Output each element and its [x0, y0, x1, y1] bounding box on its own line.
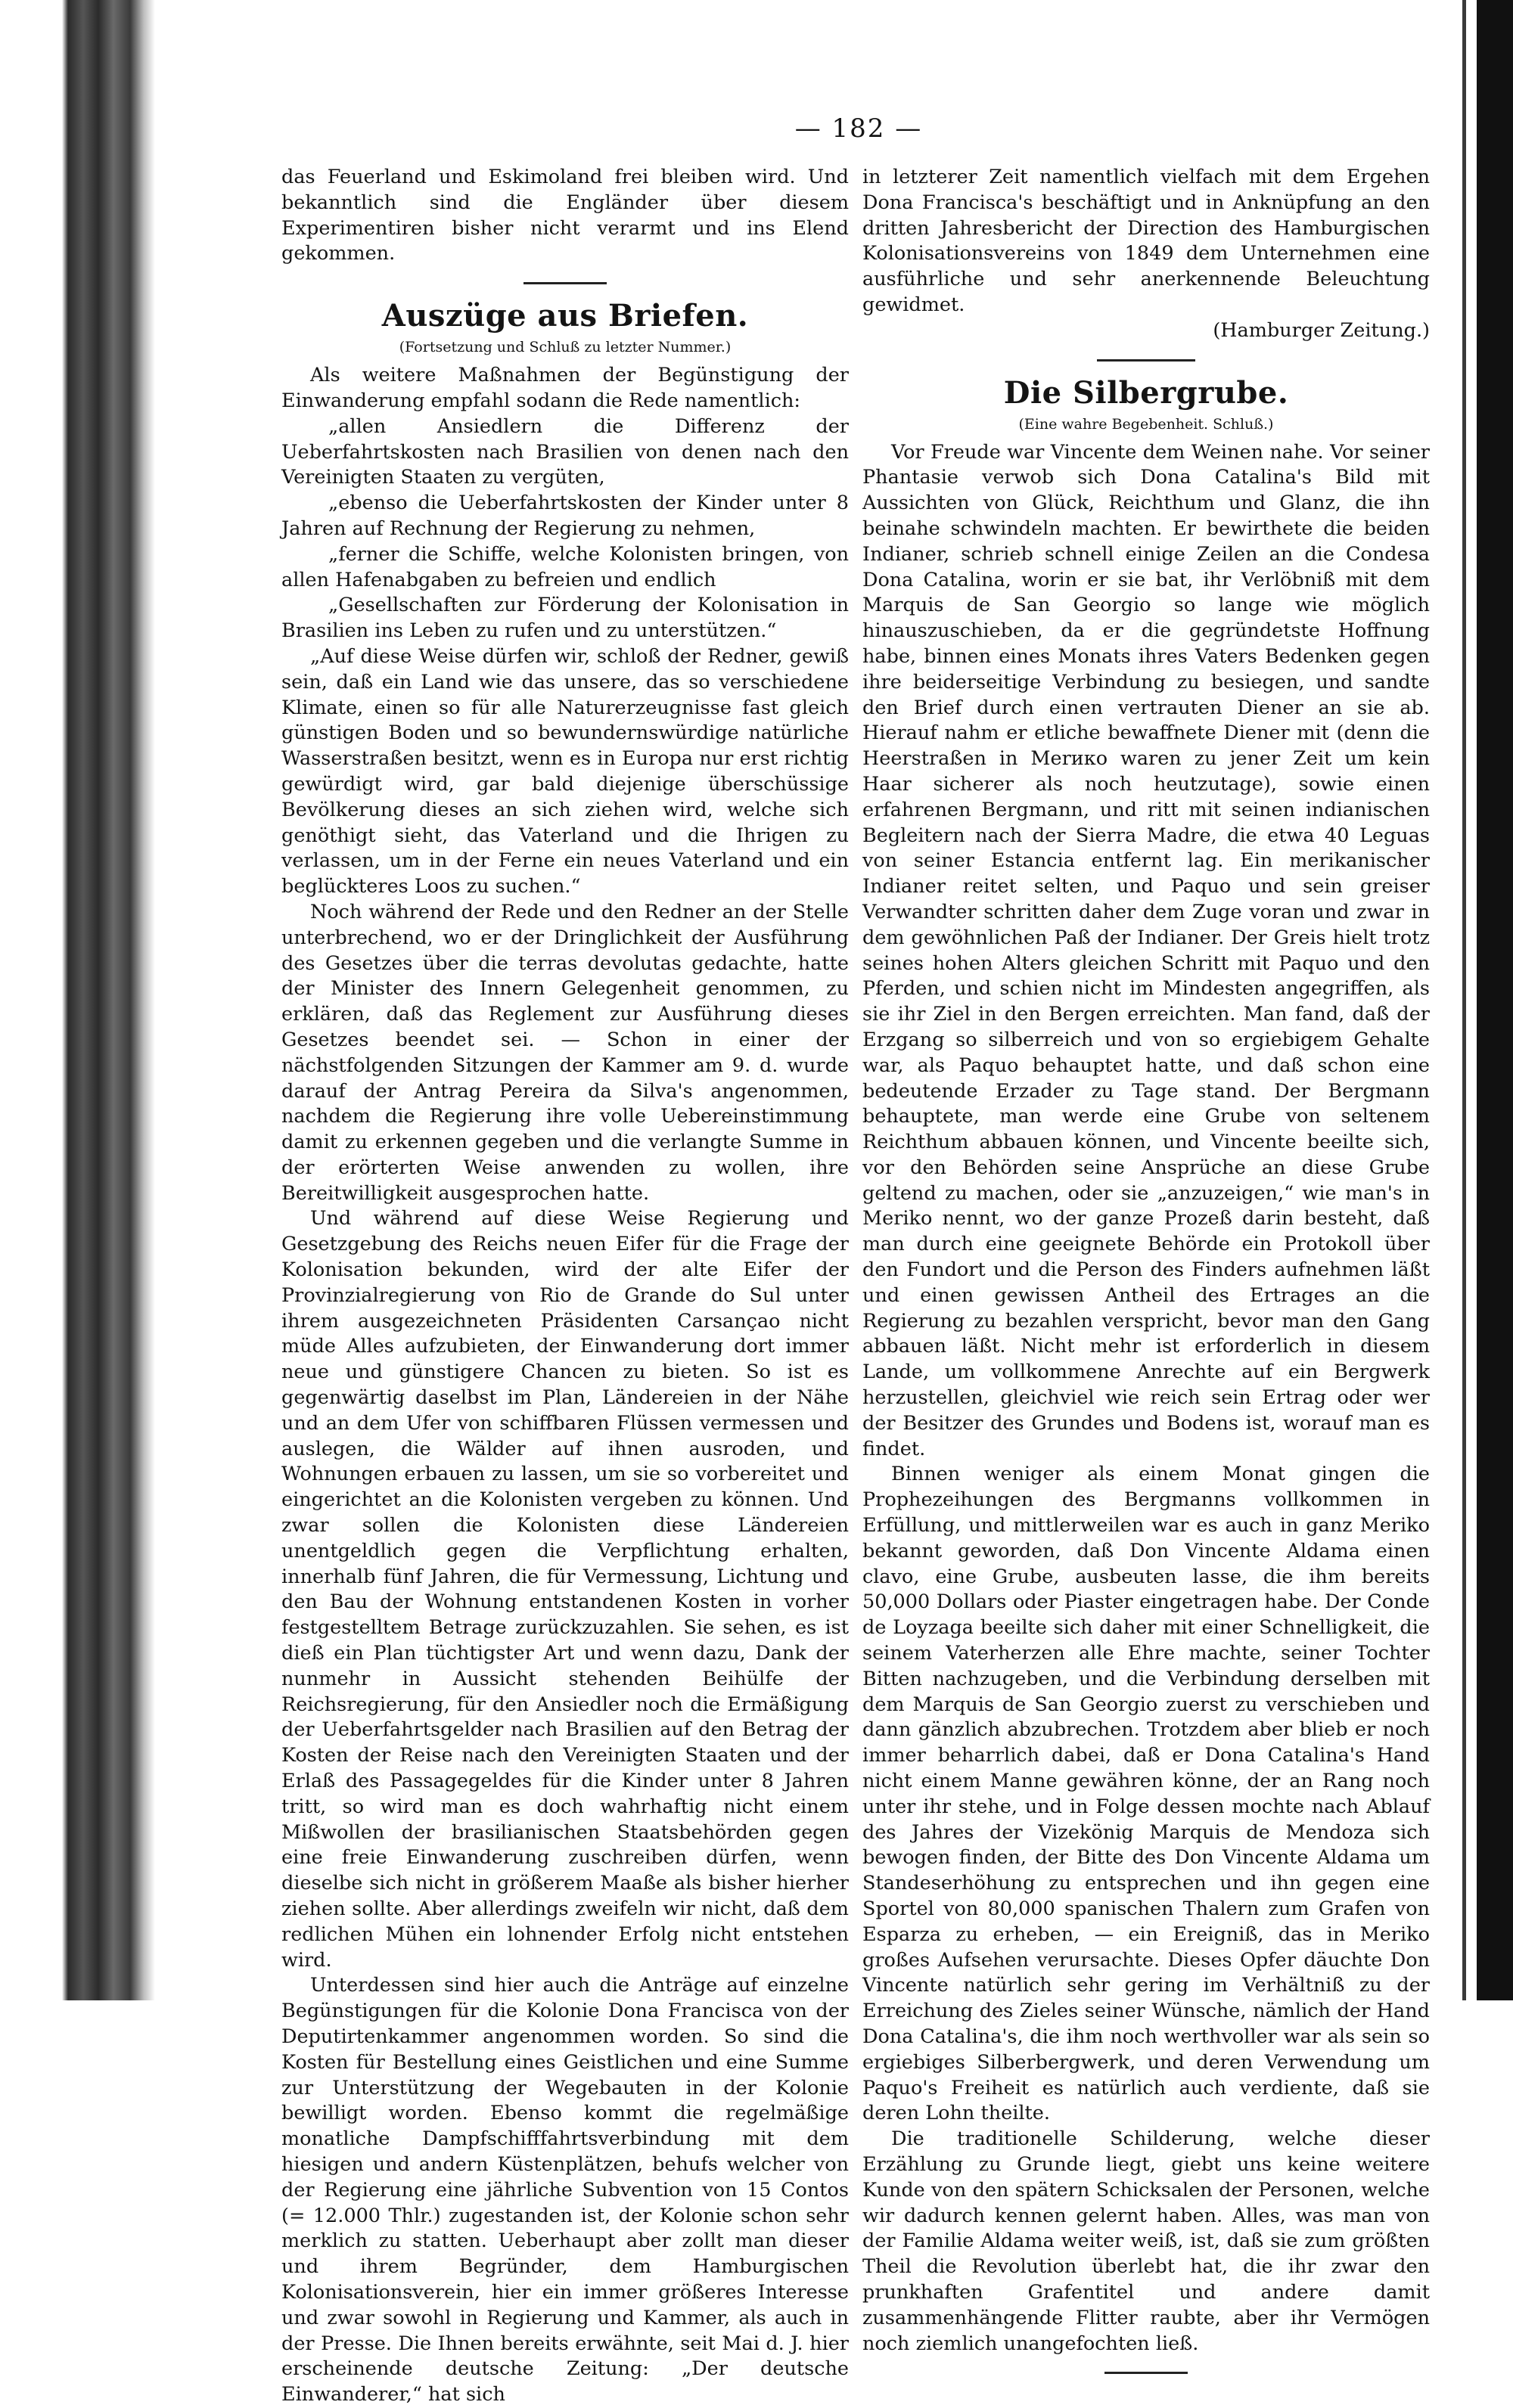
paragraph: Noch während der Rede und den Redner an der Stelle unterbrechend, wo er der Dringlichkeit der Ausführung des Gesetzes über die terras devolutas gedachte, hatte der Minister des Innern Gelegenheit genommen, zu erklären, daß das Reglement zur Ausführung dieses Gesetzes beendet sei. — Schon in einer der nächstfolgenden Sitzungen der Kammer am 9. d. wurde darauf der Antrag Pereira da Silva's angenommen, nachdem die Regierung ihre volle Uebereinstimmung damit zu erkennen gegeben und die verlangte Summe in der erörterten Weise anwenden zu wollen, ihre Bereitwilligkeit ausgesprochen hatte.: [281, 900, 849, 1205]
source-attribution: (Hamburger Zeitung.): [1213, 318, 1430, 342]
quote-item: „Gesellschaften zur Förderung der Kolonisation in Brasilien ins Leben zu rufen und zu unterstützen.“: [281, 594, 849, 643]
paragraph: Binnen weniger als einem Monat gingen die Prophezeihungen des Bergmanns vollkommen in Erfüllung, und mittlerweilen war es auch in ganz Meriko bekannt geworden, daß Don Vincente Aldama einen clavo, eine Grube, ausbeuten lasse, die ihm bereits 50,000 Dollars oder Piaster eingetragen habe. Der Conde de Loyzaga beeilte sich daher mit einer Schnelligkeit, die seinem Vaterherzen alle Ehre machte, seiner Tochter Bitten nachzugeben, und die Verbindung derselben mit dem Marquis de San Georgio zuerst zu verschieben und dann gänzlich abzubrechen. Trotzdem aber blieb er noch immer beharrlich dabei, daß er Dona Catalina's Hand nicht einem Manne gewähren könne, der an Rang noch unter ihr stehe, und in Folge dessen mochte nach Ablauf des Jahres der Vizekönig Marquis de Mendoza sich bewogen finden, der Bitte des Don Vincente Aldama um Standeserhöhung zu entsprechen und ihn gegen eine Sportel von 80,000 spanischen Thalern zum Grafen von Esparza zu erheben, — ein Ereigniß, das in Meriko großes Aufsehen verursachte. Dieses Opfer däuchte Don Vincente natürlich sehr gering im Verhältniß zu der Erreichung des Zieles seiner Wünsche, nämlich der Hand Dona Catalina's, die ihm noch werthvoller war als sein so ergiebiges Silberbergwerk, und deren Verwendung um Paquo's Freiheit es natürlich auch verdiente, daß sie deren Lohn theilte.: [862, 1463, 1430, 2125]
end-rule: [1104, 2372, 1188, 2374]
scan-left-edge: [0, 0, 155, 2000]
divider-rule: [523, 282, 607, 284]
scan-right-line: [1462, 0, 1466, 2000]
quote-item: „ebenso die Ueberfahrtskosten der Kinder unter 8 Jahren auf Rechnung der Regierung zu nehmen,: [281, 492, 849, 540]
paragraph: Und während auf diese Weise Regierung und Gesetzgebung des Reichs neuen Eifer für die Frage der Kolonisation bekunden, wird der alte Eifer der Provinzialregierung von Rio de Grande do Sul unter ihrem ausgezeichneten Präsidenten Carsançao nicht müde Alles aufzubieten, der Einwanderung dort immer neue und günstigere Chancen zu bieten. So ist es gegenwärtig daselbst im Plan, Ländereien in der Nähe und an dem Ufer von schiffbaren Flüssen vermessen und auslegen, die Wälder auf ihnen ausroden, und Wohnungen erbauen zu lassen, um sie so vorbereitet und eingerichtet an die Kolonisten vergeben zu können. Und zwar sollen die Kolonisten diese Ländereien unentgeldlich gegen die Verpflichtung erhalten, innerhalb fünf Jahren, die für Vermessung, Lichtung und den Bau der Wohnung entstandenen Kosten in vorher festgestelltem Betrage zurückzuzahlen. Sie sehen, es ist dieß ein Plan tüchtigster Art und wenn dazu, Dank der nunmehr in Aussicht stehenden Beihülfe der Reichsregierung, für den Ansiedler noch die Ermäßigung der Ueberfahrtsgelder nach Brasilien auf den Betrag der Kosten der Reise nach den Vereinigten Staaten und der Erlaß des Passagegeldes für die Kinder unter 8 Jahren tritt, so wird man es doch wahrhaftig nicht einem Mißwollen der brasilianischen Staatsbehörden gegen eine freie Einwanderung zuschreiben dürfen, wenn dieselbe sich nicht in größerem Maaße als bisher hierher ziehen sollte. Aber allerdings zweifeln wir nicht, daß dem redlichen Mühen ein lohnender Erfolg nicht entstehen wird.: [281, 1207, 849, 1972]
article-title-silbergrube: Die Silbergrube.: [1003, 374, 1289, 411]
left-column: [281, 165, 849, 2408]
right-intro-text: in letzterer Zeit namentlich vielfach mit dem Ergehen Dona Francisca's beschäftigt und in Anknüpfung an den dritten Jahresbericht der Direction des Hamburgischen Kolonisationsvereins von 1849 dem Unternehmen eine ausführliche und sehr anerkennende Beleuchtung gewidmet.: [862, 166, 1430, 316]
page-number: — 182 —: [794, 113, 923, 144]
paragraph: Unterdessen sind hier auch die Anträge auf einzelne Begünstigungen für die Kolonie Dona Francisca von der Deputirtenkammer angenommen worden. So sind die Kosten für Bestellung eines Geistlichen und eine Summe zur Unterstützung der Wegebauten in der Kolonie bewilligt worden. Ebenso kommt die regelmäßige monatliche Dampfschifffahrtsverbindung mit dem hiesigen und andern Küstenplätzen, behufs welcher von der Regierung eine jährliche Subvention von 15 Contos (= 12.000 Thlr.) zugestanden ist, der Kolonie schon sehr merklich zu statten. Ueberhaupt aber zollt man dieser und ihrem Begründer, dem Hamburgischen Kolonisationsverein, hier ein immer größeres Interesse und zwar sowohl in Regierung und Kammer, als auch in der Presse. Die Ihnen bereits erwähnte, seit Mai d. J. hier erscheinende deutsche Zeitung: „Der deutsche Einwanderer,“ hat sich: [281, 1974, 849, 2406]
quote-item: „allen Ansiedlern die Differenz der Ueberfahrtskosten nach Brasilien von denen nach den Vereinigten Staaten zu vergüten,: [281, 414, 849, 489]
article-subtitle-silbergrube: (Eine wahre Begebenheit. Schluß.): [1018, 415, 1274, 433]
article-subtitle-auszuege: (Fortsetzung und Schluß zu letzter Nummer.): [399, 339, 732, 356]
quote-item: „ferner die Schiffe, welche Kolonisten bringen, von allen Hafenabgaben zu befreien und endlich: [281, 542, 849, 591]
left-intro-text: das Feuerland und Eskimoland frei bleiben wird. Und bekanntlich sind die Engländer über diesem Experimentiren bisher nicht verarmt und ins Elend gekommen.: [281, 166, 849, 265]
paragraph: Als weitere Maßnahmen der Begünstigung der Einwanderung empfahl sodann die Rede namentlich:: [281, 364, 849, 412]
paragraph: „Auf diese Weise dürfen wir, schloß der Redner, gewiß sein, daß ein Land wie das unsere, das so verschiedene Klimate, einen so für alle Naturerzeugnisse fast gleich günstigen Boden und so bewundernswürdige natürliche Wasserstraßen besitzt, wenn es in Europa nur erst richtig gewürdigt wird, gar bald diejenige überschüssige Bevölkerung dieses an sich ziehen wird, welche sich genöthigt sieht, das Vaterland und die Ihrigen zu verlassen, um in der Ferne ein neues Vaterland und ein beglückteres Loos zu suchen.“: [281, 644, 849, 898]
scan-right-edge: [1477, 0, 1513, 2000]
right-column: [862, 165, 1430, 2388]
paragraph: Vor Freude war Vincente dem Weinen nahe. Vor seiner Phantasie verwob sich Dona Catalina's Bild mit Aussichten von Glück, Reichthum und Glanz, die ihn beinahe schwindeln machten. Er bewirthete die beiden Indianer, schrieb schnell einige Zeilen an die Condesa Dona Catalina, worin er sie bat, ihr Verlöbniß mit dem Marquis de San Georgio so lange wie möglich hinauszuschieben, da er die gegründetste Hoffnung habe, binnen eines Monats ihres Vaters Bedenken gegen ihre beiderseitige Verbindung zu besiegen, und sandte den Brief durch einen vertrauten Diener an sie ab. Hierauf nahm er etliche bewaffnete Diener mit (denn die Heerstraßen in Merико waren zu jener Zeit um kein Haar sicherer als noch heutzutage), sowie einen erfahrenen Bergmann, und ritt mit seinen indianischen Begleitern nach der Sierra Madre, die etwa 40 Leguas von seiner Estancia entfernt lag. Ein merikanischer Indianer reitet selten, und Paquo und sein greiser Verwandter schritten daher dem Zuge voran und zwar in dem gewöhnlichen Paß der Indianer. Der Greis hielt trotz seines hohen Alters gleichen Schritt mit Paquo und den Pferden, und schien nicht im Mindesten angegriffen, als sie ihr Ziel in den Bergen erreichten. Man fand, daß der Erzgang so silberreich und von so ergiebigem Gehalte war, als Paquo behauptet hatte, und daß schon eine bedeutende Erzader zu Tage stand. Der Bergmann behauptete, man werde eine Grube von seltenem Reichthum abbauen können, und Vincente beeilte sich, vor den Behörden seine Ansprüche an diese Grube geltend zu machen, oder sie „anzuzeigen,“ wie man's in Meriko nennt, wo der ganze Prozeß darin besteht, daß man durch eine geeignete Behörde ein Protokoll über den Fundort und die Person des Finders aufnehmen läßt und einen gewissen Antheil des Ertrages an die Regierung zu bezahlen verspricht, bevor man den Gang abbauen läßt. Nicht mehr ist erforderlich in diesem Lande, um vollkommene Anrechte auf ein Bergwerk herzustellen, gleichviel wie reich sein Ertrag oder wer der Besitzer des Grundes und Bodens ist, worauf man es findet.: [862, 440, 1430, 1460]
paragraph: Die traditionelle Schilderung, welche dieser Erzählung zu Grunde liegt, giebt uns keine weitere Kunde von den spätern Schicksalen der Personen, welche wir dadurch kennen gelernt haben. Alles, was man von der Familie Aldama weiter weiß, ist, daß sie zum größten Theil die Revolution überlebt hat, die ihr zwar den prunkhaften Grafentitel und andere damit zusammenhängende Flitter raubte, aber ihr Vermögen noch ziemlich unangefochten ließ.: [862, 2127, 1430, 2355]
divider-rule: [1097, 359, 1195, 362]
article-title-auszuege: Auszüge aus Briefen.: [381, 298, 749, 334]
